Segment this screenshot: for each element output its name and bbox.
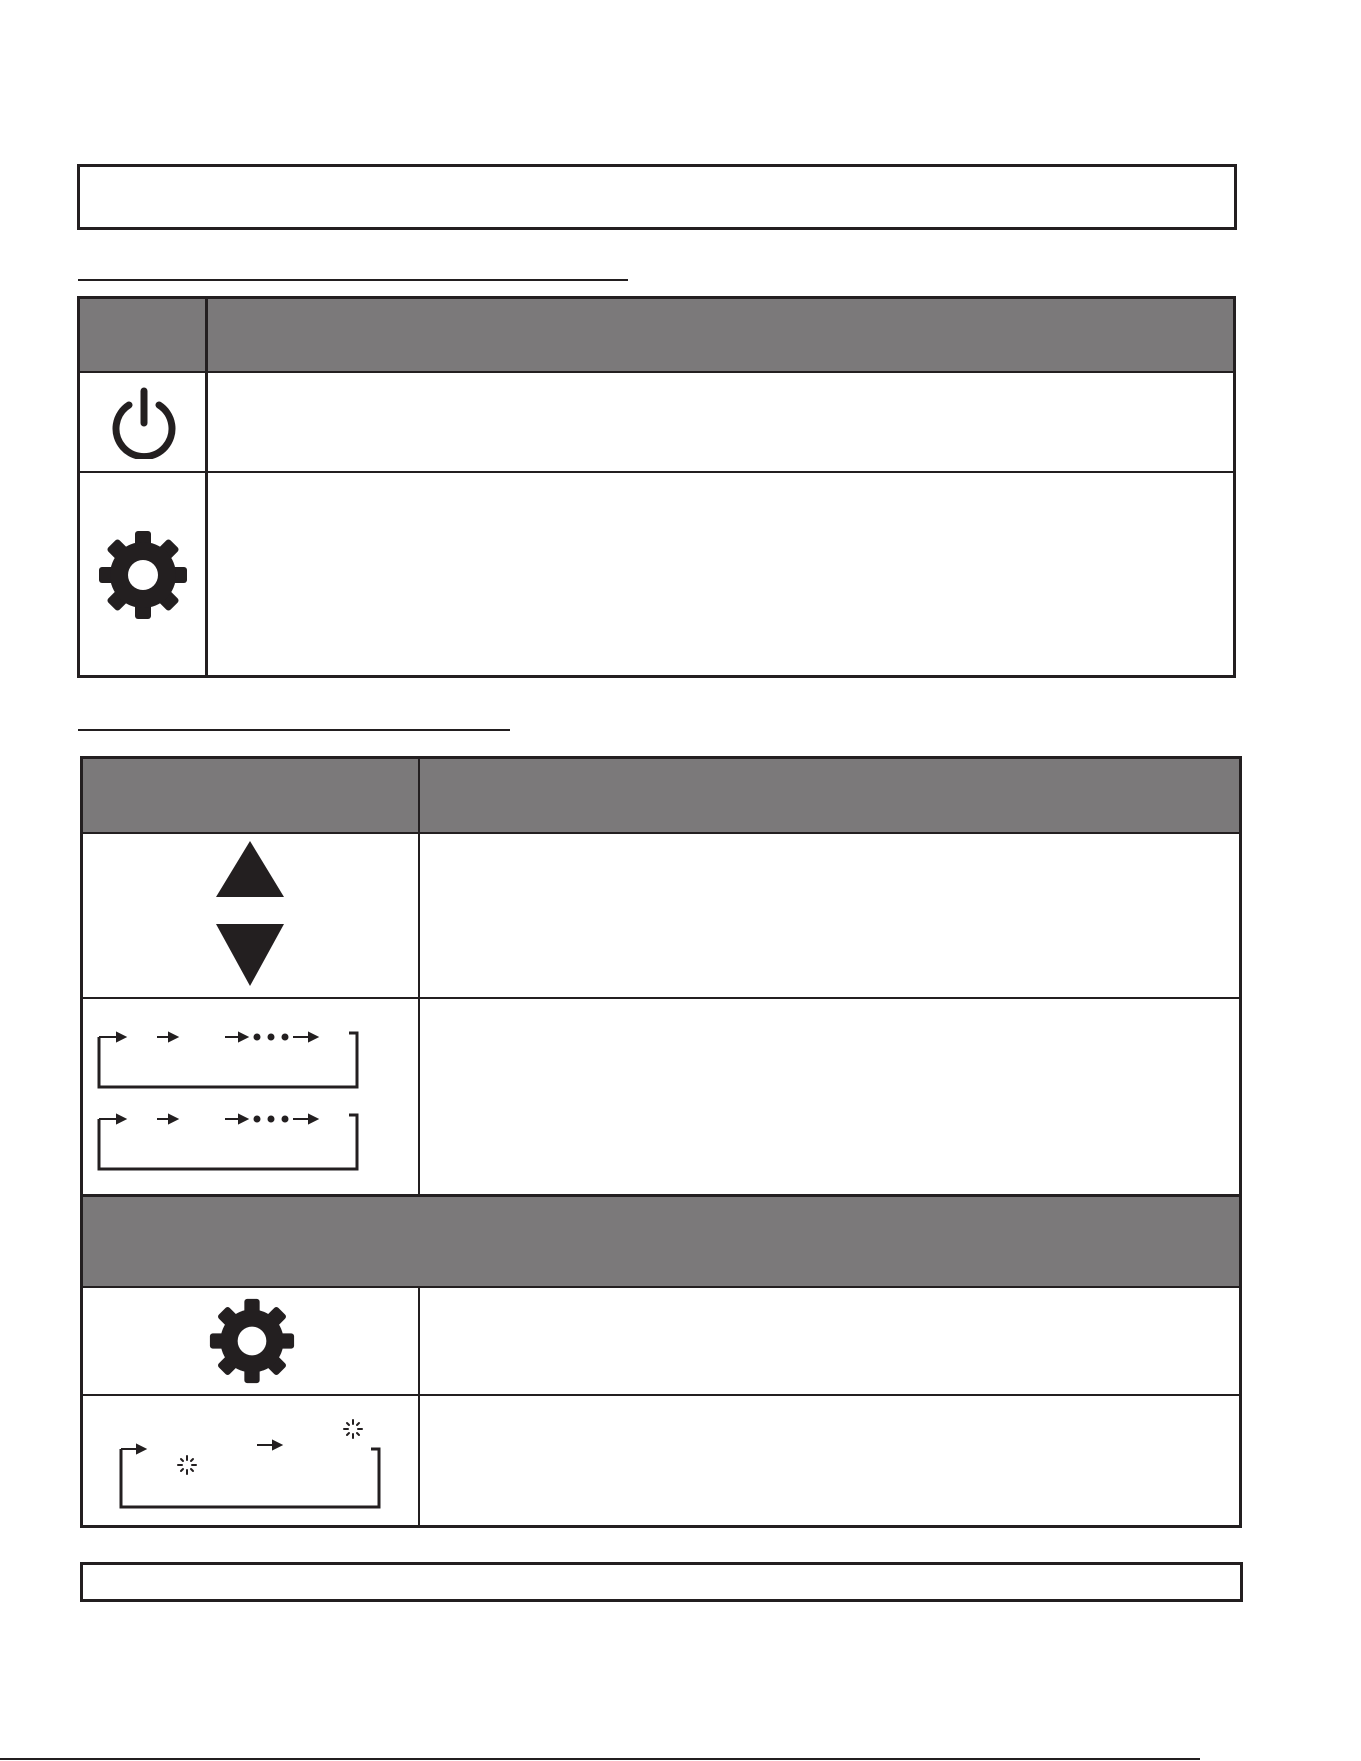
table1-header [80, 299, 1233, 371]
table2-divider-1 [83, 832, 1239, 834]
blinking-sequence-diagram [117, 1411, 387, 1511]
table1 [77, 296, 1236, 678]
table2-col-divider-bottom [418, 1286, 420, 1525]
table1-col-divider [205, 299, 208, 675]
down-arrow-icon [216, 924, 284, 986]
table2-subheader [83, 1196, 1239, 1286]
table1-row-divider-1 [80, 371, 1233, 373]
table2-divider-4 [83, 1286, 1239, 1288]
table2-divider-2 [83, 997, 1239, 999]
footer-box [80, 1562, 1243, 1602]
table2-divider-3 [83, 1194, 1239, 1197]
power-icon [109, 387, 179, 459]
table2-col-divider-top [418, 759, 420, 1196]
title-box [77, 164, 1237, 230]
gear-icon [97, 529, 189, 621]
table1-row-divider-2 [80, 471, 1233, 473]
table2 [80, 756, 1242, 1528]
table2-header [83, 759, 1239, 832]
cycle-sequence-diagram [95, 1019, 385, 1179]
page-bottom-rule [0, 1758, 1200, 1760]
up-arrow-icon [216, 841, 284, 897]
section1-heading [78, 250, 628, 280]
section2-heading [78, 700, 510, 730]
gear-icon [206, 1297, 298, 1385]
table2-divider-5 [83, 1394, 1239, 1396]
section1-heading-underline [78, 279, 628, 281]
section2-heading-underline [78, 729, 510, 731]
